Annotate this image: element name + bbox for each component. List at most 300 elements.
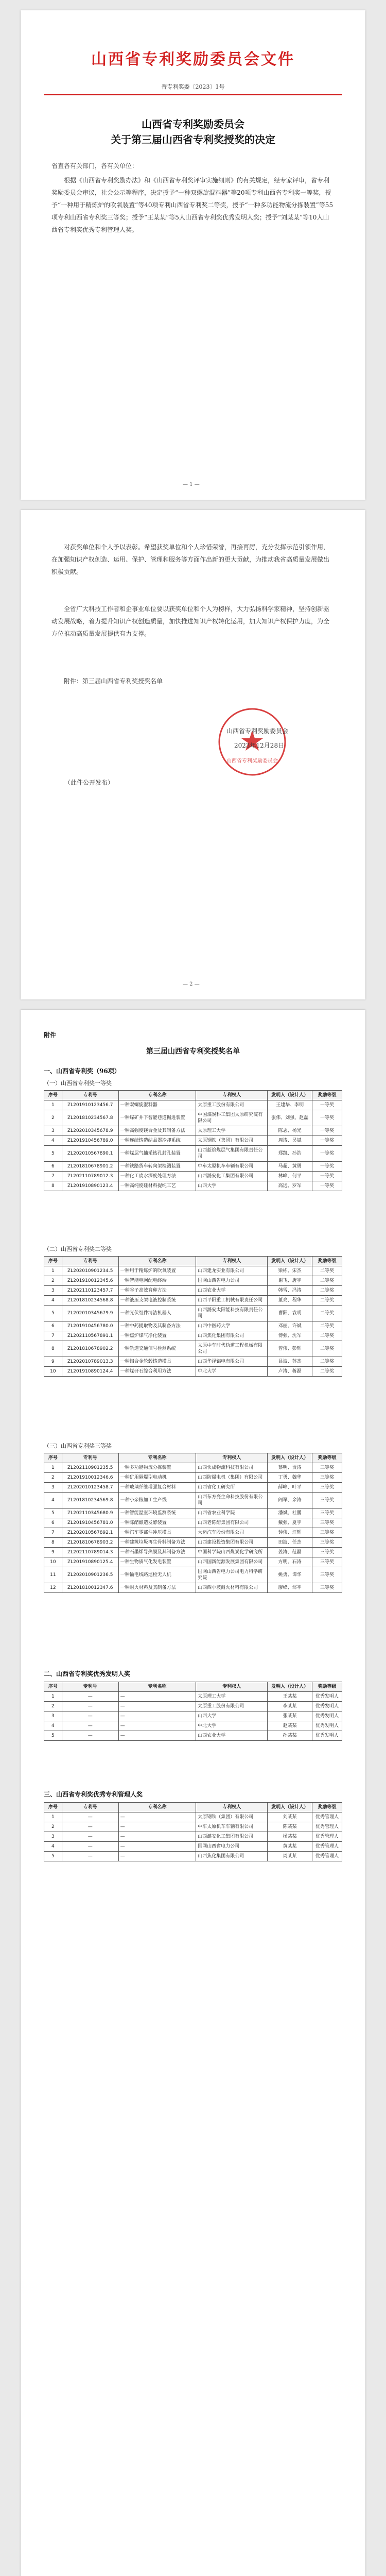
group-label: （二）山西省专利奖二等奖 bbox=[44, 1246, 112, 1252]
table-cell: ZL201910890123.4 bbox=[62, 1181, 118, 1191]
table-row bbox=[44, 1296, 342, 1306]
table-cell: 高远、罗军 bbox=[268, 1181, 312, 1191]
table-cell: 山西农业大学 bbox=[196, 1286, 268, 1296]
table-row bbox=[44, 1692, 342, 1702]
table-row bbox=[44, 1557, 342, 1567]
table-cell: — bbox=[118, 1721, 196, 1731]
table-cell: 优秀发明人 bbox=[312, 1702, 342, 1711]
table-cell: 二等奖 bbox=[312, 1306, 342, 1321]
column-header: 专利名称 bbox=[118, 1682, 196, 1692]
table-header-row bbox=[44, 1682, 342, 1692]
table-cell: 优秀管理人 bbox=[312, 1842, 342, 1852]
table-cell: 山西焦化集团有限公司 bbox=[196, 1331, 268, 1341]
award-table bbox=[44, 1256, 342, 1377]
table-row bbox=[44, 1812, 342, 1822]
column-header: 专利号 bbox=[62, 1453, 118, 1463]
table-cell: — bbox=[62, 1721, 118, 1731]
table-cell: 优秀发明人 bbox=[312, 1731, 342, 1741]
table-cell: 山西农业大学 bbox=[196, 1731, 268, 1741]
table-cell: — bbox=[62, 1852, 118, 1861]
table-cell: 三等奖 bbox=[312, 1493, 342, 1509]
table-cell: 薛峰、叶平 bbox=[268, 1483, 312, 1493]
table-cell: 三等奖 bbox=[312, 1528, 342, 1538]
table-cell: 山西大学 bbox=[196, 1711, 268, 1721]
table-cell: 吕波、苏杰 bbox=[268, 1357, 312, 1367]
table-cell: 5 bbox=[44, 1509, 62, 1518]
table-cell: 一种化工废水深度处理方法 bbox=[118, 1172, 196, 1181]
table-cell: 山西潞安化工集团有限公司 bbox=[196, 1832, 268, 1842]
table-cell: 4 bbox=[44, 1296, 62, 1306]
table-cell: 三等奖 bbox=[312, 1483, 342, 1493]
table-cell: 11 bbox=[44, 1567, 62, 1583]
column-header: 专利名称 bbox=[118, 1453, 196, 1463]
table-cell: 太原理工大学 bbox=[196, 1692, 268, 1702]
table-cell: 2 bbox=[44, 1822, 62, 1832]
table-cell: 中北大学 bbox=[196, 1367, 268, 1377]
table-row bbox=[44, 1483, 342, 1493]
table-cell: 太原中车时代轨道工程机械有限公司 bbox=[196, 1341, 268, 1357]
award-table bbox=[44, 1682, 342, 1741]
table-cell: ZL202010345679.9 bbox=[62, 1306, 118, 1321]
table-cell: 潘斌、杜鹏 bbox=[268, 1509, 312, 1518]
table-cell: ZL201910123456.7 bbox=[62, 1100, 118, 1110]
column-header: 发明人（设计人） bbox=[268, 1682, 312, 1692]
column-header: 发明人（设计人） bbox=[268, 1453, 312, 1463]
table-cell: 谢飞、唐宇 bbox=[268, 1276, 312, 1286]
table-cell: ZL201810234569.8 bbox=[62, 1493, 118, 1509]
table-cell: 中车太原机车车辆有限公司 bbox=[196, 1162, 268, 1172]
table-cell: 曹阳、袁明 bbox=[268, 1306, 312, 1321]
table-cell: 田波、任杰 bbox=[268, 1538, 312, 1548]
document-number: 晋专利奖委〔2023〕1号 bbox=[161, 83, 225, 90]
table-cell: 梁栋、宋杰 bbox=[268, 1266, 312, 1276]
table-cell: ZL202010123458.7 bbox=[62, 1483, 118, 1493]
table-cell: 山西国新能源发展集团有限公司 bbox=[196, 1557, 268, 1567]
table-cell: 中北大学 bbox=[196, 1721, 268, 1731]
table-cell: 一种铝合金轮毂铸造模具 bbox=[118, 1357, 196, 1367]
table-row bbox=[44, 1341, 342, 1357]
table-cell: 姚勇、谭华 bbox=[268, 1567, 312, 1583]
table-cell: 郑凯、孙浩 bbox=[268, 1146, 312, 1162]
table-cell: 傅强、沈军 bbox=[268, 1331, 312, 1341]
table-cell: — bbox=[118, 1731, 196, 1741]
table-cell: 一等奖 bbox=[312, 1126, 342, 1136]
table-cell: — bbox=[62, 1822, 118, 1832]
table-cell: 2 bbox=[44, 1110, 62, 1126]
table-cell: ZL202010789013.3 bbox=[62, 1357, 118, 1367]
table-cell: 4 bbox=[44, 1721, 62, 1731]
table-cell: 张伟、刘强、赵磊 bbox=[268, 1110, 312, 1126]
table-cell: 10 bbox=[44, 1557, 62, 1567]
table-cell: 山西建龙实业有限公司 bbox=[196, 1266, 268, 1276]
table-cell: 优秀管理人 bbox=[312, 1852, 342, 1861]
table-cell: 1 bbox=[44, 1100, 62, 1110]
table-header-row bbox=[44, 1803, 342, 1812]
table-row bbox=[44, 1100, 342, 1110]
page-1 bbox=[21, 10, 365, 500]
table-cell: 一种智能温室环境监测系统 bbox=[118, 1509, 196, 1518]
table-row bbox=[44, 1266, 342, 1276]
table-cell: 一种建筑垃圾再生骨料制备方法 bbox=[118, 1538, 196, 1548]
table-cell: 山西平阳重工机械有限责任公司 bbox=[196, 1296, 268, 1306]
table-cell: 8 bbox=[44, 1538, 62, 1548]
table-cell: 1 bbox=[44, 1812, 62, 1822]
table-row bbox=[44, 1538, 342, 1548]
table-cell: 1 bbox=[44, 1692, 62, 1702]
table-cell: 丁勇、魏华 bbox=[268, 1473, 312, 1483]
table-row bbox=[44, 1181, 342, 1191]
table-cell: 董亮、程华 bbox=[268, 1296, 312, 1306]
table-cell: 山西华泽铝电有限公司 bbox=[196, 1357, 268, 1367]
table-cell: 张某某 bbox=[268, 1711, 312, 1721]
table-cell: ZL201810234568.8 bbox=[62, 1296, 118, 1306]
table-cell: 6 bbox=[44, 1162, 62, 1172]
table-cell: — bbox=[118, 1852, 196, 1861]
table-cell: 一种煤矸石综合利用方法 bbox=[118, 1367, 196, 1377]
table-cell: ZL201910456781.0 bbox=[62, 1518, 118, 1528]
table-cell: — bbox=[118, 1692, 196, 1702]
column-header: 奖励等级 bbox=[312, 1091, 342, 1100]
table-cell: 二等奖 bbox=[312, 1266, 342, 1276]
table-cell: 邓丽、许斌 bbox=[268, 1321, 312, 1331]
column-header: 序号 bbox=[44, 1803, 62, 1812]
table-cell: 中车太原机车车辆有限公司 bbox=[196, 1822, 268, 1832]
section-label: 一、山西省专利奖（96项） bbox=[44, 1067, 120, 1075]
table-row bbox=[44, 1832, 342, 1842]
public-note: （此件公开发布） bbox=[64, 779, 114, 786]
table-cell: 国网山西省电力公司 bbox=[196, 1276, 268, 1286]
salutation: 省直各有关部门，各有关单位： bbox=[51, 162, 138, 170]
column-header: 发明人（设计人） bbox=[268, 1803, 312, 1812]
table-cell: 优秀发明人 bbox=[312, 1721, 342, 1731]
column-header: 序号 bbox=[44, 1091, 62, 1100]
table-cell: 一种输电线路巡检无人机 bbox=[118, 1567, 196, 1583]
decision-title-line2: 关于第三届山西省专利奖授奖的决定 bbox=[111, 133, 275, 146]
table-header-row bbox=[44, 1257, 342, 1266]
table-cell: 太原重工股份有限公司 bbox=[196, 1702, 268, 1711]
column-header: 专利权人 bbox=[196, 1682, 268, 1692]
table-cell: 阎军、余涛 bbox=[268, 1493, 312, 1509]
table-row bbox=[44, 1567, 342, 1583]
table-cell: 三等奖 bbox=[312, 1473, 342, 1483]
table-cell: 山西潞安太阳能科技有限责任公司 bbox=[196, 1306, 268, 1321]
table-cell: 三等奖 bbox=[312, 1557, 342, 1567]
column-header: 奖励等级 bbox=[312, 1682, 342, 1692]
table-cell: — bbox=[118, 1842, 196, 1852]
table-cell: 黄某某 bbox=[268, 1842, 312, 1852]
table-cell: 方明、石涛 bbox=[268, 1557, 312, 1567]
table-cell: 一种谷子高效育种方法 bbox=[118, 1286, 196, 1296]
table-cell: — bbox=[62, 1842, 118, 1852]
table-cell: 二等奖 bbox=[312, 1296, 342, 1306]
table-cell: 6 bbox=[44, 1518, 62, 1528]
column-header: 奖励等级 bbox=[312, 1803, 342, 1812]
table-cell: 山西西小坡耐火材料有限公司 bbox=[196, 1583, 268, 1593]
table-cell: — bbox=[62, 1711, 118, 1721]
table-cell: 一种铁路货车转向架检测装置 bbox=[118, 1162, 196, 1172]
table-row bbox=[44, 1852, 342, 1861]
table-cell: 三等奖 bbox=[312, 1548, 342, 1557]
table-cell: 廖峰、邹平 bbox=[268, 1583, 312, 1593]
table-cell: 太原钢铁（集团）有限公司 bbox=[196, 1136, 268, 1146]
table-cell: 4 bbox=[44, 1136, 62, 1146]
decision-paragraph-2: 对获奖单位和个人予以表彰。希望获奖单位和个人珍惜荣誉，再接再厉，充分发挥示范引领作用，在加强知识产权创造、运用、保护、管理和服务等方面作出新的更大贡献，为推动我省高质量发展做出积极贡献。 bbox=[51, 544, 330, 575]
table-cell: 一种双螺旋混料器 bbox=[118, 1100, 196, 1110]
table-cell: 一等奖 bbox=[312, 1181, 342, 1191]
table-cell: 3 bbox=[44, 1711, 62, 1721]
table-cell: — bbox=[118, 1702, 196, 1711]
table-cell: 4 bbox=[44, 1842, 62, 1852]
table-cell: 优秀管理人 bbox=[312, 1832, 342, 1842]
table-row bbox=[44, 1306, 342, 1321]
table-cell: 6 bbox=[44, 1321, 62, 1331]
table-cell: 赵某某 bbox=[268, 1721, 312, 1731]
table-row bbox=[44, 1146, 342, 1162]
table-cell: 12 bbox=[44, 1583, 62, 1593]
table-row bbox=[44, 1321, 342, 1331]
table-cell: — bbox=[62, 1731, 118, 1741]
table-cell: ZL202110123457.7 bbox=[62, 1286, 118, 1296]
issue-date: 2023年12月28日 bbox=[234, 742, 285, 749]
table-row bbox=[44, 1493, 342, 1509]
table-cell: ZL201810678901.2 bbox=[62, 1162, 118, 1172]
table-cell: 二等奖 bbox=[312, 1321, 342, 1331]
column-header: 专利名称 bbox=[118, 1257, 196, 1266]
table-cell: 优秀管理人 bbox=[312, 1822, 342, 1832]
table-cell: ZL201810234567.8 bbox=[62, 1110, 118, 1126]
table-cell: 1 bbox=[44, 1463, 62, 1473]
table-cell: 周某某 bbox=[268, 1852, 312, 1861]
attachment-label: 附件 bbox=[44, 1031, 57, 1039]
table-cell: ZL202110789012.3 bbox=[62, 1172, 118, 1181]
table-cell: 林峰、何平 bbox=[268, 1172, 312, 1181]
table-row bbox=[44, 1162, 342, 1172]
table-cell: 7 bbox=[44, 1172, 62, 1181]
table-cell: 2 bbox=[44, 1702, 62, 1711]
table-cell: 山西建设投资集团有限公司 bbox=[196, 1538, 268, 1548]
table-cell: 三等奖 bbox=[312, 1518, 342, 1528]
table-row bbox=[44, 1126, 342, 1136]
attachment-note: 附件：第三届山西省专利奖授奖名单 bbox=[64, 677, 163, 685]
table-cell: 7 bbox=[44, 1331, 62, 1341]
table-cell: 8 bbox=[44, 1341, 62, 1357]
table-cell: 陈某某 bbox=[268, 1822, 312, 1832]
table-cell: 一种焦炉煤气净化装置 bbox=[118, 1331, 196, 1341]
table-cell: 5 bbox=[44, 1146, 62, 1162]
table-cell: 山西快成物流科技有限公司 bbox=[196, 1463, 268, 1473]
table-cell: 一种生物质气化发电装置 bbox=[118, 1557, 196, 1567]
table-cell: 9 bbox=[44, 1548, 62, 1557]
table-cell: 一种轨道交通信号检测系统 bbox=[118, 1341, 196, 1357]
group-label: （三）山西省专利奖三等奖 bbox=[44, 1443, 112, 1449]
table-cell: ZL201910890124.4 bbox=[62, 1367, 118, 1377]
table-cell: 二等奖 bbox=[312, 1367, 342, 1377]
table-cell: ZL201910890125.4 bbox=[62, 1557, 118, 1567]
section-label: 二、山西省专利奖优秀发明人奖 bbox=[44, 1670, 131, 1677]
table-cell: 一种智能电网配电终端 bbox=[118, 1276, 196, 1286]
column-header: 专利号 bbox=[62, 1257, 118, 1266]
column-header: 发明人（设计人） bbox=[268, 1257, 312, 1266]
column-header: 专利号 bbox=[62, 1091, 118, 1100]
table-cell: ZL202110345680.9 bbox=[62, 1509, 118, 1518]
table-row bbox=[44, 1583, 342, 1593]
table-cell: 李某某 bbox=[268, 1702, 312, 1711]
table-row bbox=[44, 1711, 342, 1721]
table-row bbox=[44, 1518, 342, 1528]
column-header: 专利名称 bbox=[118, 1803, 196, 1812]
page-award-list bbox=[21, 1010, 365, 2576]
table-cell: ZL202010901236.5 bbox=[62, 1567, 118, 1583]
document-header-title: 山西省专利奖励委员会文件 bbox=[91, 50, 295, 69]
table-cell: 三等奖 bbox=[312, 1509, 342, 1518]
table-cell: ZL202110567891.1 bbox=[62, 1331, 118, 1341]
table-row bbox=[44, 1721, 342, 1731]
table-cell: 山西省农业科学院 bbox=[196, 1509, 268, 1518]
column-header: 专利权人 bbox=[196, 1803, 268, 1812]
table-cell: 一种用于精炼炉的吹氧装置 bbox=[118, 1266, 196, 1276]
column-header: 专利权人 bbox=[196, 1453, 268, 1463]
section-label: 三、山西省专利奖优秀专利管理人奖 bbox=[44, 1791, 143, 1798]
column-header: 专利名称 bbox=[118, 1091, 196, 1100]
table-row bbox=[44, 1331, 342, 1341]
table-cell: 3 bbox=[44, 1286, 62, 1296]
table-cell: 戴强、夏宇 bbox=[268, 1518, 312, 1528]
table-cell: ZL201910012346.6 bbox=[62, 1473, 118, 1483]
award-table bbox=[44, 1453, 342, 1593]
table-cell: 1 bbox=[44, 1266, 62, 1276]
table-cell: ZL201910456780.0 bbox=[62, 1321, 118, 1331]
table-cell: 3 bbox=[44, 1126, 62, 1136]
table-cell: 王某某 bbox=[268, 1692, 312, 1702]
group-label: （一）山西省专利奖一等奖 bbox=[44, 1080, 112, 1087]
seal-text: 山西省专利奖励委员会 bbox=[226, 758, 278, 764]
table-cell: 山西潞安化工集团有限公司 bbox=[196, 1172, 268, 1181]
table-cell: 5 bbox=[44, 1852, 62, 1861]
column-header: 序号 bbox=[44, 1682, 62, 1692]
table-cell: 一种高强度镁合金及其制备方法 bbox=[118, 1126, 196, 1136]
table-header-row bbox=[44, 1091, 342, 1100]
table-cell: 一种小杂粮加工生产线 bbox=[118, 1493, 196, 1509]
table-cell: 卢涛、蒋磊 bbox=[268, 1367, 312, 1377]
column-header: 序号 bbox=[44, 1257, 62, 1266]
table-cell: 二等奖 bbox=[312, 1341, 342, 1357]
table-cell: ZL202110789014.3 bbox=[62, 1548, 118, 1557]
table-cell: 太原钢铁（集团）有限公司 bbox=[196, 1812, 268, 1822]
table-cell: — bbox=[62, 1832, 118, 1842]
table-cell: 优秀发明人 bbox=[312, 1692, 342, 1702]
table-row bbox=[44, 1731, 342, 1741]
table-cell: 山西东方亮生命科技股份有限公司 bbox=[196, 1493, 268, 1509]
column-header: 奖励等级 bbox=[312, 1257, 342, 1266]
table-cell: 一种煤层气抽采钻孔封孔装置 bbox=[118, 1146, 196, 1162]
table-cell: — bbox=[118, 1832, 196, 1842]
table-cell: 一种连续铸造结晶器冷却系统 bbox=[118, 1136, 196, 1146]
decision-title-line1: 山西省专利奖励委员会 bbox=[142, 118, 244, 130]
table-cell: 二等奖 bbox=[312, 1286, 342, 1296]
table-cell: — bbox=[62, 1692, 118, 1702]
table-row bbox=[44, 1702, 342, 1711]
table-cell: 山西省化工研究所 bbox=[196, 1483, 268, 1493]
table-cell: 二等奖 bbox=[312, 1331, 342, 1341]
table-cell: 一种高纯度硅材料提纯工艺 bbox=[118, 1181, 196, 1191]
table-cell: ZL201810678903.2 bbox=[62, 1538, 118, 1548]
table-cell: ZL201910012345.6 bbox=[62, 1276, 118, 1286]
table-cell: ZL202010567892.1 bbox=[62, 1528, 118, 1538]
table-cell: ZL202010345678.9 bbox=[62, 1126, 118, 1136]
table-cell: 太原重工股份有限公司 bbox=[196, 1100, 268, 1110]
table-cell: 一种石墨烯导热膜及其制备方法 bbox=[118, 1548, 196, 1557]
table-cell: 一等奖 bbox=[312, 1146, 342, 1162]
table-header-row bbox=[44, 1453, 342, 1463]
column-header: 序号 bbox=[44, 1453, 62, 1463]
decision-paragraph-3: 全省广大科技工作者和企事业单位要以获奖单位和个人为榜样，大力弘扬科学家精神，坚持创新驱动发展战略，着力提升知识产权创造质量，加快推进知识产权转化运用，加大知识产权保护力度，为全方位推动高质量发展提供有力支撑。 bbox=[51, 605, 330, 637]
table-cell: 优秀发明人 bbox=[312, 1711, 342, 1721]
table-cell: 中国煤炭科工集团太原研究院有限公司 bbox=[196, 1110, 268, 1126]
table-cell: 一种中药提取物及其制备方法 bbox=[118, 1321, 196, 1331]
table-cell: 一种汽车零部件冲压模具 bbox=[118, 1528, 196, 1538]
table-cell: — bbox=[118, 1711, 196, 1721]
table-cell: 山西蓝焰煤层气集团有限责任公司 bbox=[196, 1146, 268, 1162]
column-header: 专利权人 bbox=[196, 1257, 268, 1266]
table-cell: 一种耐火材料及其制备方法 bbox=[118, 1583, 196, 1593]
table-cell: 一等奖 bbox=[312, 1110, 342, 1126]
table-cell: ZL202010567890.1 bbox=[62, 1146, 118, 1162]
table-cell: 中国科学院山西煤炭化学研究所 bbox=[196, 1548, 268, 1557]
table-cell: 王建华、李明 bbox=[268, 1100, 312, 1110]
table-row bbox=[44, 1509, 342, 1518]
table-row bbox=[44, 1548, 342, 1557]
table-cell: 三等奖 bbox=[312, 1567, 342, 1583]
table-cell: 一等奖 bbox=[312, 1162, 342, 1172]
table-cell: 一等奖 bbox=[312, 1100, 342, 1110]
table-cell: 孙某某 bbox=[268, 1731, 312, 1741]
table-row bbox=[44, 1473, 342, 1483]
table-cell: 山西老陈醋集团有限公司 bbox=[196, 1518, 268, 1528]
table-cell: 山西中医药大学 bbox=[196, 1321, 268, 1331]
table-cell: 大运汽车股份有限公司 bbox=[196, 1528, 268, 1538]
table-cell: ZL202110901235.5 bbox=[62, 1463, 118, 1473]
table-cell: 4 bbox=[44, 1493, 62, 1509]
table-cell: — bbox=[118, 1822, 196, 1832]
table-row bbox=[44, 1136, 342, 1146]
page-number: — 2 — bbox=[183, 981, 200, 987]
table-cell: 山西焦化集团有限公司 bbox=[196, 1852, 268, 1861]
table-cell: 蔡明、贾涛 bbox=[268, 1463, 312, 1473]
table-cell: 一种光伏组件清洁机器人 bbox=[118, 1306, 196, 1321]
table-row bbox=[44, 1463, 342, 1473]
award-table bbox=[44, 1090, 342, 1191]
table-row bbox=[44, 1357, 342, 1367]
table-cell: 马超、黄勇 bbox=[268, 1162, 312, 1172]
table-cell: 2 bbox=[44, 1473, 62, 1483]
table-cell: 9 bbox=[44, 1357, 62, 1367]
table-cell: 国网山西省电力公司电力科学研究院 bbox=[196, 1567, 268, 1583]
table-cell: 山西大学 bbox=[196, 1181, 268, 1191]
table-row bbox=[44, 1822, 342, 1832]
table-cell: 太原理工大学 bbox=[196, 1126, 268, 1136]
table-cell: 7 bbox=[44, 1528, 62, 1538]
table-cell: ZL201810678902.2 bbox=[62, 1341, 118, 1357]
table-cell: 一种玻璃纤维增强复合材料 bbox=[118, 1483, 196, 1493]
table-cell: 三等奖 bbox=[312, 1463, 342, 1473]
table-cell: 韩雪、冯涛 bbox=[268, 1286, 312, 1296]
table-cell: 杨某某 bbox=[268, 1832, 312, 1842]
list-title: 第三届山西省专利奖授奖名单 bbox=[146, 1047, 240, 1056]
table-cell: 曾伟、彭辉 bbox=[268, 1341, 312, 1357]
table-cell: 3 bbox=[44, 1832, 62, 1842]
table-cell: 一种陈醋酿造发酵装置 bbox=[118, 1518, 196, 1528]
table-cell: 一等奖 bbox=[312, 1172, 342, 1181]
